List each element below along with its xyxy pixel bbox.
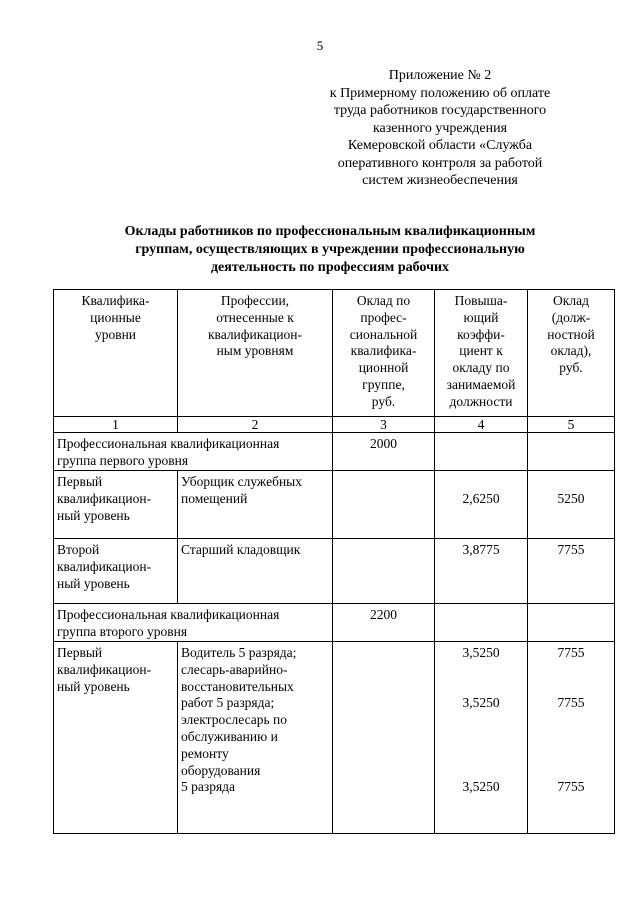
- salary-cell: 7755: [528, 539, 615, 604]
- header-professions: [178, 290, 333, 417]
- empty-cell: [333, 539, 435, 604]
- level-line: квалификацион-: [57, 490, 152, 506]
- group-base-salary-second: 2200: [333, 604, 435, 642]
- header-line: оклад),: [550, 343, 592, 359]
- profession-cell: [178, 539, 333, 604]
- coefficient-value: 3,5250: [462, 779, 500, 795]
- group-name-line: группа второго уровня: [57, 623, 188, 639]
- appendix-line: казенного учреждения: [372, 120, 508, 136]
- group-name-second: [54, 604, 333, 642]
- table-row: [54, 642, 615, 834]
- level-line: квалификацион-: [57, 661, 152, 677]
- header-line: группе,: [362, 376, 405, 392]
- coefficient-value: 2,6250: [462, 490, 500, 506]
- coefficient-value: 3,5250: [462, 695, 500, 711]
- column-number: 3: [333, 417, 435, 433]
- empty-cell: [435, 433, 528, 471]
- level-line: Второй: [57, 542, 100, 557]
- header-line: Квалифика-: [81, 293, 150, 308]
- profession-line: ремонту: [181, 745, 229, 761]
- group-name-line: Профессиональная квалификационная: [57, 607, 280, 622]
- header-line: сиональной: [349, 326, 418, 342]
- empty-cell: [528, 433, 615, 471]
- header-base-salary: [333, 290, 435, 417]
- header-line: ностной: [547, 326, 595, 342]
- profession-cell: [178, 471, 333, 539]
- document-title: [60, 223, 600, 277]
- coefficient-cell: 3,8775: [435, 539, 528, 604]
- header-line: занимаемой: [446, 376, 516, 392]
- table-row: [54, 539, 615, 604]
- appendix-line: систем жизнеобеспечения: [362, 173, 518, 188]
- header-line: коэффи-: [457, 326, 505, 342]
- group-base-salary-first: 2000: [333, 433, 435, 471]
- empty-cell: [528, 604, 615, 642]
- header-line: Оклад по: [356, 293, 411, 308]
- column-number: 2: [178, 417, 333, 433]
- salary-table: [53, 289, 615, 834]
- salary-cell: [528, 471, 615, 539]
- profession-line: работ 5 разряда;: [181, 695, 275, 711]
- coefficient-cell: [435, 642, 528, 834]
- title-line: деятельность по профессиям рабочих: [210, 260, 450, 275]
- level-line: ный уровень: [57, 507, 130, 523]
- appendix-line: Приложение № 2: [388, 68, 492, 83]
- profession-line: восстановительных: [181, 678, 294, 694]
- level-cell: [54, 539, 178, 604]
- header-line: окладу по: [452, 360, 510, 376]
- header-line: ционные: [90, 309, 141, 325]
- header-salary: [528, 290, 615, 417]
- profession-line: обслуживанию и: [181, 728, 278, 744]
- header-line: квалификацион-: [207, 326, 303, 342]
- group-name-line: группа первого уровня: [57, 452, 189, 468]
- header-line: должности: [449, 393, 513, 409]
- column-number: 1: [54, 417, 178, 433]
- empty-cell: [333, 471, 435, 539]
- level-cell: [54, 642, 178, 834]
- table-row: [54, 471, 615, 539]
- header-line: ным уровням: [216, 343, 294, 359]
- column-number: 4: [435, 417, 528, 433]
- header-line: профес-: [360, 309, 407, 325]
- group-row-first: [54, 433, 615, 471]
- coefficient-value: 3,5250: [462, 645, 500, 660]
- coefficient-cell: [435, 471, 528, 539]
- level-line: ный уровень: [57, 678, 130, 694]
- header-line: руб.: [371, 393, 396, 409]
- group-row-second: [54, 604, 615, 642]
- salary-value: 5250: [557, 490, 585, 506]
- appendix-line: к Примерному положению об оплате: [329, 85, 551, 101]
- appendix-line: оперативного контроля за работой: [337, 155, 543, 171]
- header-line: руб.: [559, 360, 583, 376]
- header-line: отнесенные к: [216, 309, 294, 325]
- appendix-line: труда работников государственного: [333, 103, 547, 118]
- table-header-row: [54, 290, 615, 417]
- header-line: циент к: [459, 343, 503, 359]
- profession-line: Старший кладовщик: [181, 542, 301, 557]
- header-line: квалифика-: [350, 343, 417, 359]
- column-number: 5: [528, 417, 615, 433]
- profession-line: Уборщик служебных: [181, 474, 302, 489]
- column-number-row: [54, 417, 615, 433]
- group-name-line: Профессиональная квалификационная: [57, 436, 280, 451]
- salary-cell: [528, 642, 615, 834]
- salary-value: 7755: [557, 695, 585, 711]
- header-line: ющий: [463, 309, 499, 325]
- header-line: Оклад: [553, 293, 589, 308]
- header-coefficient: [435, 290, 528, 417]
- header-line: (долж-: [551, 309, 591, 325]
- header-line: Повыша-: [454, 293, 508, 308]
- level-cell: [54, 471, 178, 539]
- profession-line: 5 разряда: [181, 779, 236, 795]
- page-number: 5: [316, 38, 324, 53]
- salary-value: 7755: [557, 645, 585, 660]
- profession-cell: [178, 642, 333, 834]
- profession-line: помещений: [181, 490, 248, 506]
- title-line: группам, осуществляющих в учреждении профессиональную: [135, 242, 525, 257]
- appendix-block: [290, 67, 590, 190]
- appendix-line: Кемеровской области «Служба: [347, 138, 533, 153]
- level-line: Первый: [57, 474, 103, 489]
- empty-cell: [333, 642, 435, 834]
- title-line: Оклады работников по профессиональным квалификационным: [124, 224, 536, 239]
- salary-value: 7755: [557, 779, 585, 795]
- header-line: Профессии,: [220, 293, 290, 308]
- level-line: ный уровень: [57, 575, 130, 591]
- profession-line: оборудования: [181, 762, 261, 778]
- header-line: ционной: [358, 360, 409, 376]
- empty-cell: [435, 604, 528, 642]
- profession-line: слесарь-аварийно-: [181, 661, 288, 677]
- profession-line: Водитель 5 разряда;: [181, 645, 297, 660]
- level-line: квалификацион-: [57, 558, 152, 574]
- group-name-first: [54, 433, 333, 471]
- header-qualification-levels: [54, 290, 178, 417]
- level-line: Первый: [57, 645, 103, 660]
- header-line: уровни: [94, 326, 137, 342]
- profession-line: электрослесарь по: [181, 712, 288, 728]
